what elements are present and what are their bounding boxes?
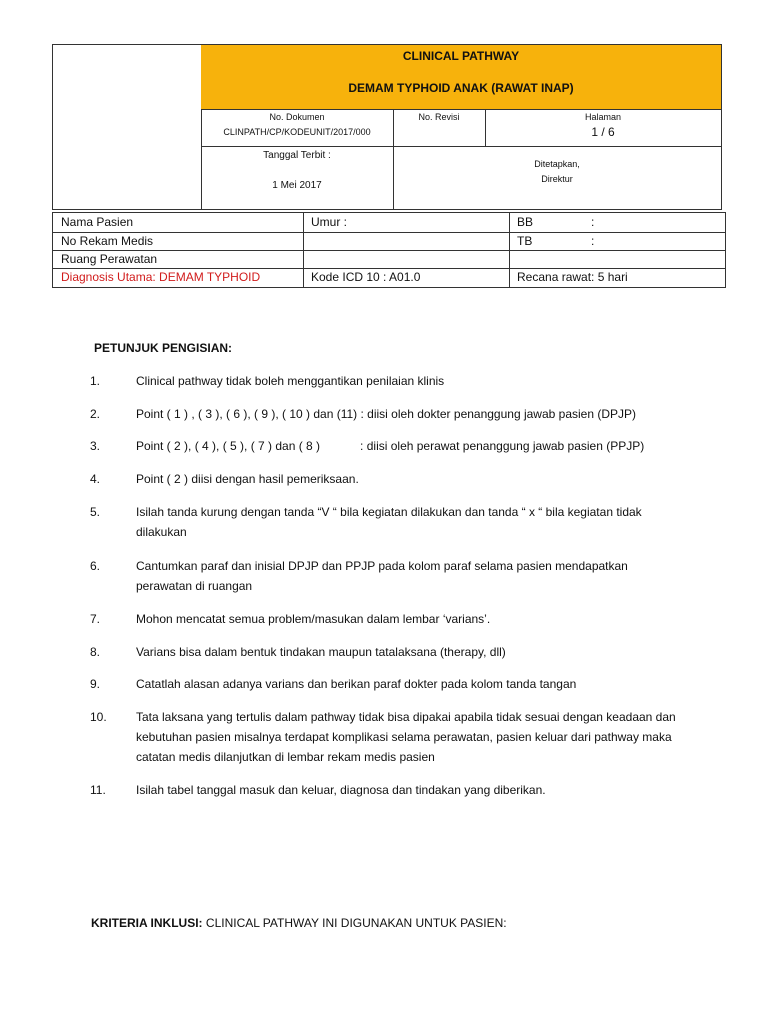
patient-row bbox=[53, 232, 725, 251]
no-revisi-label: No. Revisi bbox=[418, 112, 460, 122]
tb-colon: : bbox=[591, 234, 595, 248]
item-text: Point ( 1 ) , ( 3 ), ( 6 ), ( 9 ), ( 10 ) dan (11) : diisi oleh dokter penanggung jawab pasien (DPJP) bbox=[136, 407, 637, 421]
item-text: Varians bisa dalam bentuk tindakan maupun tatalaksana (therapy, dll) bbox=[136, 645, 506, 659]
bb-label: BB bbox=[517, 215, 534, 229]
document-title: CLINICAL PATHWAY bbox=[402, 49, 520, 63]
item-number: 4. bbox=[90, 472, 101, 486]
patient-row bbox=[53, 268, 725, 287]
item-number: 6. bbox=[90, 559, 101, 573]
item-text: Point ( 2 ), ( 4 ), ( 5 ), ( 7 ) dan ( 8 ) : diisi oleh perawat penanggung jawab pasien (PPJP) bbox=[136, 439, 645, 453]
item-number: 8. bbox=[90, 645, 101, 659]
patient-row bbox=[53, 213, 725, 232]
item-number: 2. bbox=[90, 407, 101, 421]
umur-label: Umur : bbox=[311, 215, 347, 229]
tanggal-terbit-label: Tanggal Terbit : bbox=[263, 150, 331, 161]
no-rekam-medis-label: No Rekam Medis bbox=[61, 234, 154, 248]
item-text: Point ( 2 ) diisi dengan hasil pemeriksaan. bbox=[136, 472, 359, 486]
no-dokumen-value: CLINPATH/CP/KODEUNIT/2017/000 bbox=[223, 127, 371, 137]
kriteria-heading: KRITERIA INKLUSI: bbox=[91, 916, 203, 930]
halaman-value: 1 / 6 bbox=[591, 125, 615, 139]
ruang-perawatan-label: Ruang Perawatan bbox=[61, 252, 158, 266]
item-text: Catatlah alasan adanya varians dan berikan paraf dokter pada kolom tanda tangan bbox=[136, 677, 577, 691]
diagnosis-utama: Diagnosis Utama: DEMAM TYPHOID bbox=[61, 270, 261, 284]
document-header-table bbox=[52, 44, 722, 210]
item-number: 7. bbox=[90, 612, 101, 626]
rencana-rawat: Recana rawat: 5 hari bbox=[517, 270, 628, 284]
item-number: 3. bbox=[90, 439, 101, 453]
no-dokumen-label: No. Dokumen bbox=[269, 112, 325, 122]
item-number: 9. bbox=[90, 677, 101, 691]
item-number: 5. bbox=[90, 505, 101, 519]
patient-row bbox=[53, 250, 725, 269]
halaman-label: Halaman bbox=[584, 112, 622, 122]
item-text: Cantumkan paraf dan inisial DPJP dan PPJP pada kolom paraf selama pasien mendapatkan perawatan di ruangan bbox=[136, 559, 628, 593]
item-text: Mohon mencatat semua problem/masukan dalam lembar ‘varians’. bbox=[136, 612, 491, 626]
item-number: 1. bbox=[90, 374, 101, 388]
kode-icd: Kode ICD 10 : A01.0 bbox=[311, 270, 421, 284]
item-text: Tata laksana yang tertulis dalam pathway tidak bisa dipakai apabila tidak sesuai dengan keadaan dan kebutuhan pasien misalnya terdapat komplikasi selama perawatan, pasien keluar dari pathway maka catatan medis dilanjutkan di lembar rekam medis pasien bbox=[136, 710, 676, 764]
item-number: 11. bbox=[90, 783, 106, 797]
patient-info-table bbox=[52, 212, 726, 288]
item-text: Isilah tanda kurung dengan tanda “V “ bila kegiatan dilakukan dan tanda “ x “ bila kegiatan tidak dilakukan bbox=[136, 505, 642, 539]
row-divider bbox=[201, 146, 721, 147]
logo-cell bbox=[53, 45, 202, 209]
tb-label: TB bbox=[517, 234, 533, 248]
ditetapkan-label: Ditetapkan, bbox=[534, 159, 580, 169]
item-text: Clinical pathway tidak boleh menggantikan penilaian klinis bbox=[136, 374, 445, 388]
kriteria-inklusi bbox=[91, 916, 507, 930]
tanggal-terbit-value: 1 Mei 2017 bbox=[272, 180, 322, 191]
direktur-label: Direktur bbox=[541, 174, 573, 184]
title-banner bbox=[201, 45, 721, 110]
kriteria-text: CLINICAL PATHWAY INI DIGUNAKAN UNTUK PASIEN: bbox=[202, 916, 507, 930]
nama-pasien-label: Nama Pasien bbox=[61, 215, 134, 229]
petunjuk-heading: PETUNJUK PENGISIAN: bbox=[94, 341, 233, 355]
item-text: Isilah tabel tanggal masuk dan keluar, diagnosa dan tindakan yang diberikan. bbox=[136, 783, 546, 797]
bb-colon: : bbox=[591, 215, 595, 229]
document-subtitle: DEMAM TYPHOID ANAK (RAWAT INAP) bbox=[348, 81, 574, 95]
item-number: 10. bbox=[90, 710, 107, 724]
